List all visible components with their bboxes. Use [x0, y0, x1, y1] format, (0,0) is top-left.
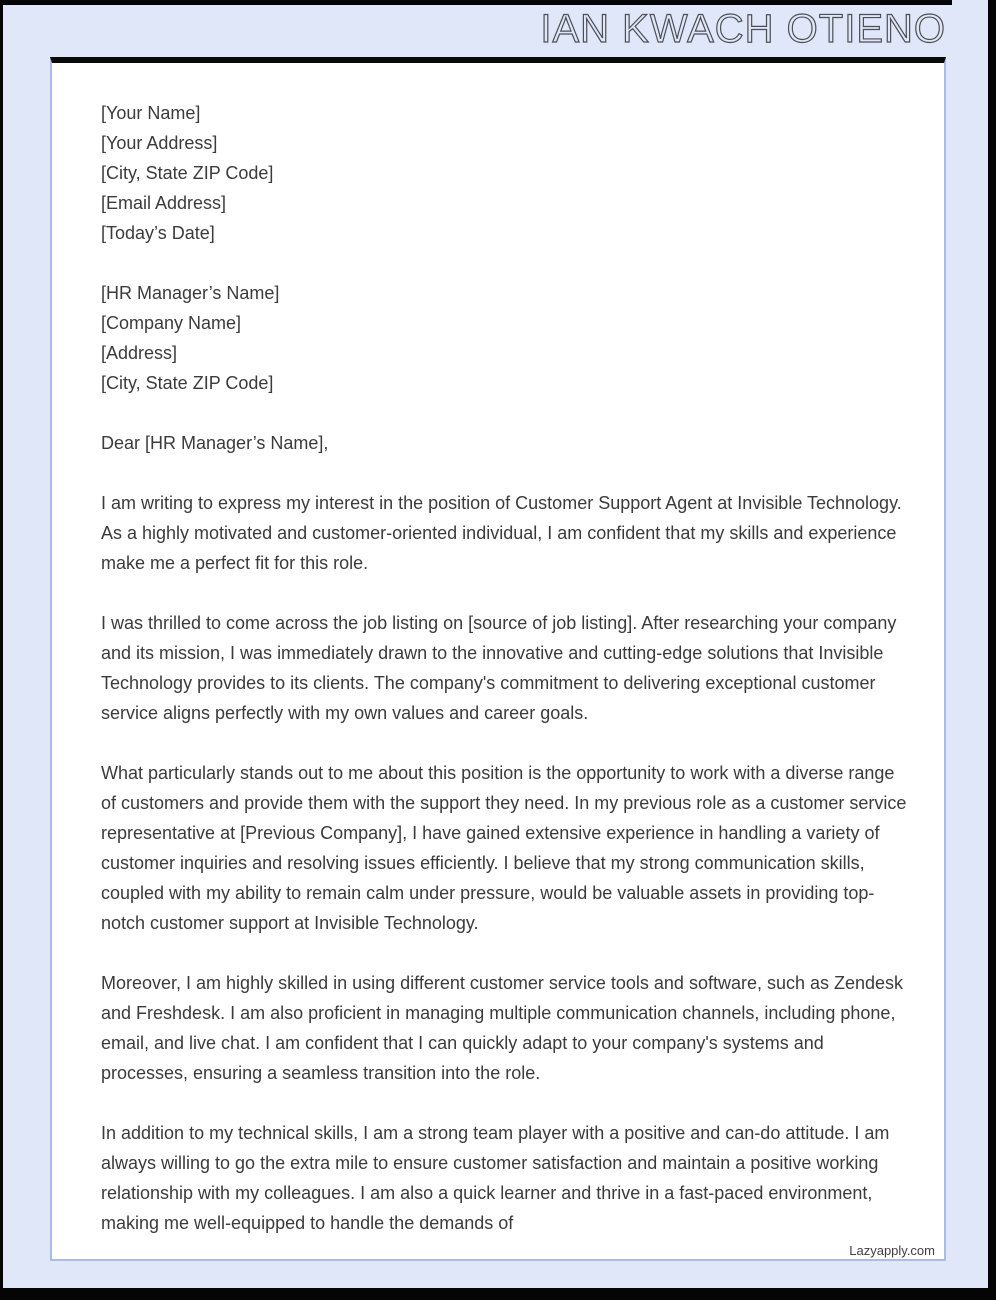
frame-left-bar: [0, 0, 3, 1300]
watermark-text: Lazyapply.com: [849, 1243, 935, 1258]
salutation: Dear [HR Manager’s Name],: [101, 433, 329, 453]
recipient-line: [HR Manager’s Name]: [101, 283, 280, 303]
paragraph-experience: What particularly stands out to me about this position is the opportunity to work with a diverse range of customers and provide them with the support they need. In my previous role as a customer service representative at [Previous Company], I have gained extensive experience in handling a variety of customer inquiries and resolving issues efficiently. I believe that my strong communication skills, coupled with my ability to remain calm under pressure, would be valuable assets in providing top-notch customer support at Invisible Technology.: [101, 763, 907, 933]
paragraph-intro: I am writing to express my interest in the position of Customer Support Agent at Invisible Technology. As a highly motivated and customer-oriented individual, I am confident that my skills and experience make me a perfect fit for this role.: [101, 493, 902, 573]
letter-document: [50, 57, 946, 1261]
sender-line: [Today’s Date]: [101, 223, 215, 243]
sender-line: [Your Name]: [101, 103, 201, 123]
paragraph-skills-tools: Moreover, I am highly skilled in using different customer service tools and software, such as Zendesk and Freshdesk. I am also proficient in managing multiple communication channels, including phone, email, and live chat. I am confident that I can quickly adapt to your company's systems and processes, ensuring a seamless transition into the role.: [101, 973, 904, 1083]
paragraph-team-player: In addition to my technical skills, I am a strong team player with a positive and can-do attitude. I am always willing to go the extra mile to ensure customer satisfaction and maintain a positive working relationship with my colleagues. I am also a quick learner and thrive in a fast-paced environment, making me well-equipped to handle the demands of: [101, 1123, 890, 1233]
paragraph-company-interest: I was thrilled to come across the job listing on [source of job listing]. After researching your company and its mission, I was immediately drawn to the innovative and cutting-edge solutions that Invisible Technology provides to its clients. The company's commitment to delivering exceptional customer service aligns perfectly with my own values and career goals.: [101, 613, 897, 723]
sender-line: [Your Address]: [101, 133, 218, 153]
frame-right-bar: [988, 0, 996, 1300]
recipient-address-block: [101, 278, 911, 398]
sender-line: [City, State ZIP Code]: [101, 163, 274, 183]
recipient-line: [Address]: [101, 343, 178, 363]
sender-line: [Email Address]: [101, 193, 227, 213]
frame-bottom-bar: [0, 1288, 996, 1300]
header: [0, 0, 996, 57]
recipient-line: [City, State ZIP Code]: [101, 373, 274, 393]
sender-address-block: [101, 98, 911, 248]
candidate-name: IAN KWACH OTIENO: [540, 6, 946, 51]
letter-body: [52, 63, 944, 1238]
recipient-line: [Company Name]: [101, 313, 242, 333]
frame-top-bar: [0, 0, 952, 5]
